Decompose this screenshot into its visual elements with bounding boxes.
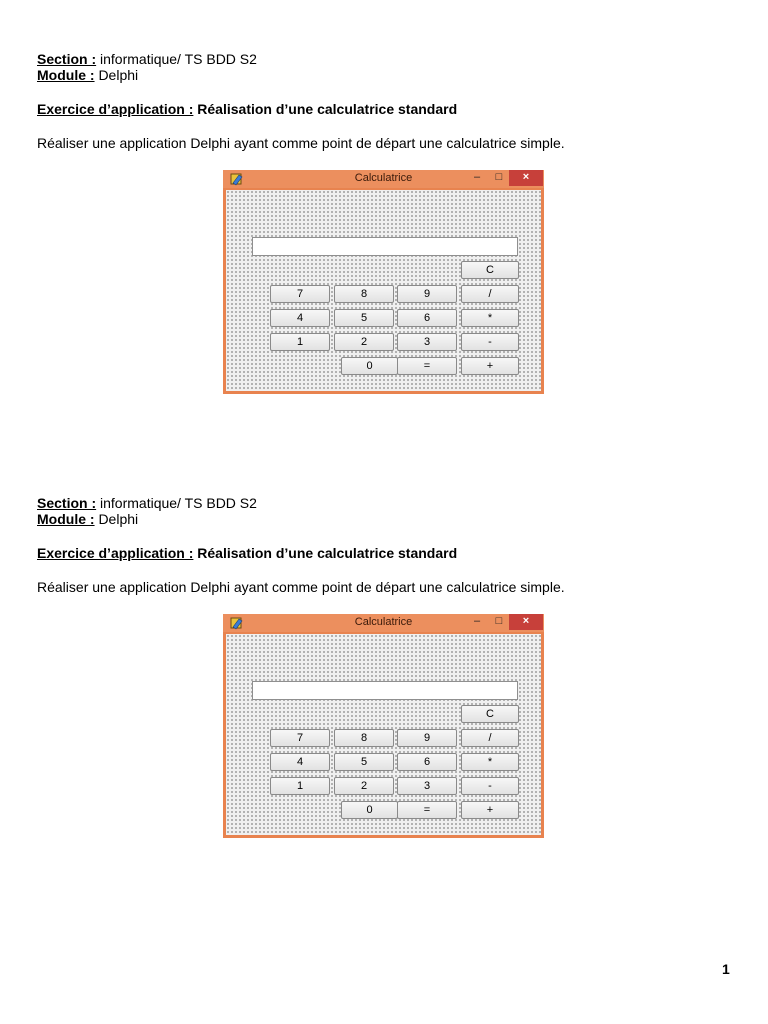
key-3-button[interactable]: 3	[397, 777, 457, 795]
section-line	[37, 495, 257, 511]
page-number: 1	[722, 961, 730, 977]
exercise-label: Exercice d’application :	[37, 101, 194, 117]
equals-button[interactable]: =	[397, 801, 457, 819]
exercise-block-1	[0, 0, 768, 420]
form-client-area	[226, 190, 541, 391]
calculator-window	[223, 170, 544, 394]
maximize-button[interactable]: □	[495, 171, 503, 183]
calculator-window	[223, 614, 544, 838]
exercise-line	[37, 545, 457, 561]
exercise-line	[37, 101, 457, 117]
minimize-button[interactable]: –	[473, 171, 481, 183]
module-value: Delphi	[98, 67, 139, 83]
close-button[interactable]: ×	[509, 170, 543, 186]
section-label: Section :	[37, 51, 97, 67]
key-8-button[interactable]: 8	[334, 729, 394, 747]
key-8-button[interactable]: 8	[334, 285, 394, 303]
subtract-button[interactable]: -	[461, 777, 519, 795]
multiply-button[interactable]: *	[461, 753, 519, 771]
close-button[interactable]: ×	[509, 614, 543, 630]
add-button[interactable]: +	[461, 801, 519, 819]
module-value: Delphi	[98, 511, 139, 527]
key-0-button[interactable]: 0	[341, 357, 398, 375]
maximize-button[interactable]: □	[495, 615, 503, 627]
key-0-button[interactable]: 0	[341, 801, 398, 819]
clear-button[interactable]: C	[461, 705, 519, 723]
section-value: informatique/ TS BDD S2	[100, 51, 257, 67]
multiply-button[interactable]: *	[461, 309, 519, 327]
key-9-button[interactable]: 9	[397, 285, 457, 303]
module-line	[37, 67, 138, 83]
window-title: Calculatrice	[354, 616, 413, 628]
key-2-button[interactable]: 2	[334, 777, 394, 795]
exercise-description: Réaliser une application Delphi ayant comme point de départ une calculatrice simple.	[37, 135, 565, 151]
key-7-button[interactable]: 7	[270, 729, 330, 747]
clear-button[interactable]: C	[461, 261, 519, 279]
key-6-button[interactable]: 6	[397, 753, 457, 771]
key-7-button[interactable]: 7	[270, 285, 330, 303]
module-line	[37, 511, 138, 527]
section-value: informatique/ TS BDD S2	[100, 495, 257, 511]
key-1-button[interactable]: 1	[270, 777, 330, 795]
key-1-button[interactable]: 1	[270, 333, 330, 351]
exercise-title: Réalisation d’une calculatrice standard	[197, 545, 458, 561]
add-button[interactable]: +	[461, 357, 519, 375]
key-4-button[interactable]: 4	[270, 753, 330, 771]
subtract-button[interactable]: -	[461, 333, 519, 351]
calculator-display-input[interactable]	[252, 681, 518, 700]
calculator-display-input[interactable]	[252, 237, 518, 256]
exercise-title: Réalisation d’une calculatrice standard	[197, 101, 458, 117]
section-label: Section :	[37, 495, 97, 511]
key-9-button[interactable]: 9	[397, 729, 457, 747]
module-label: Module :	[37, 511, 95, 527]
key-5-button[interactable]: 5	[334, 753, 394, 771]
form-client-area	[226, 634, 541, 835]
key-3-button[interactable]: 3	[397, 333, 457, 351]
exercise-description: Réaliser une application Delphi ayant comme point de départ une calculatrice simple.	[37, 579, 565, 595]
key-2-button[interactable]: 2	[334, 333, 394, 351]
key-6-button[interactable]: 6	[397, 309, 457, 327]
module-label: Module :	[37, 67, 95, 83]
equals-button[interactable]: =	[397, 357, 457, 375]
divide-button[interactable]: /	[461, 285, 519, 303]
window-titlebar[interactable]	[223, 170, 544, 188]
exercise-label: Exercice d’application :	[37, 545, 194, 561]
minimize-button[interactable]: –	[473, 615, 481, 627]
divide-button[interactable]: /	[461, 729, 519, 747]
exercise-block-2	[0, 444, 768, 864]
window-titlebar[interactable]	[223, 614, 544, 632]
window-title: Calculatrice	[354, 172, 413, 184]
section-line	[37, 51, 257, 67]
key-5-button[interactable]: 5	[334, 309, 394, 327]
key-4-button[interactable]: 4	[270, 309, 330, 327]
